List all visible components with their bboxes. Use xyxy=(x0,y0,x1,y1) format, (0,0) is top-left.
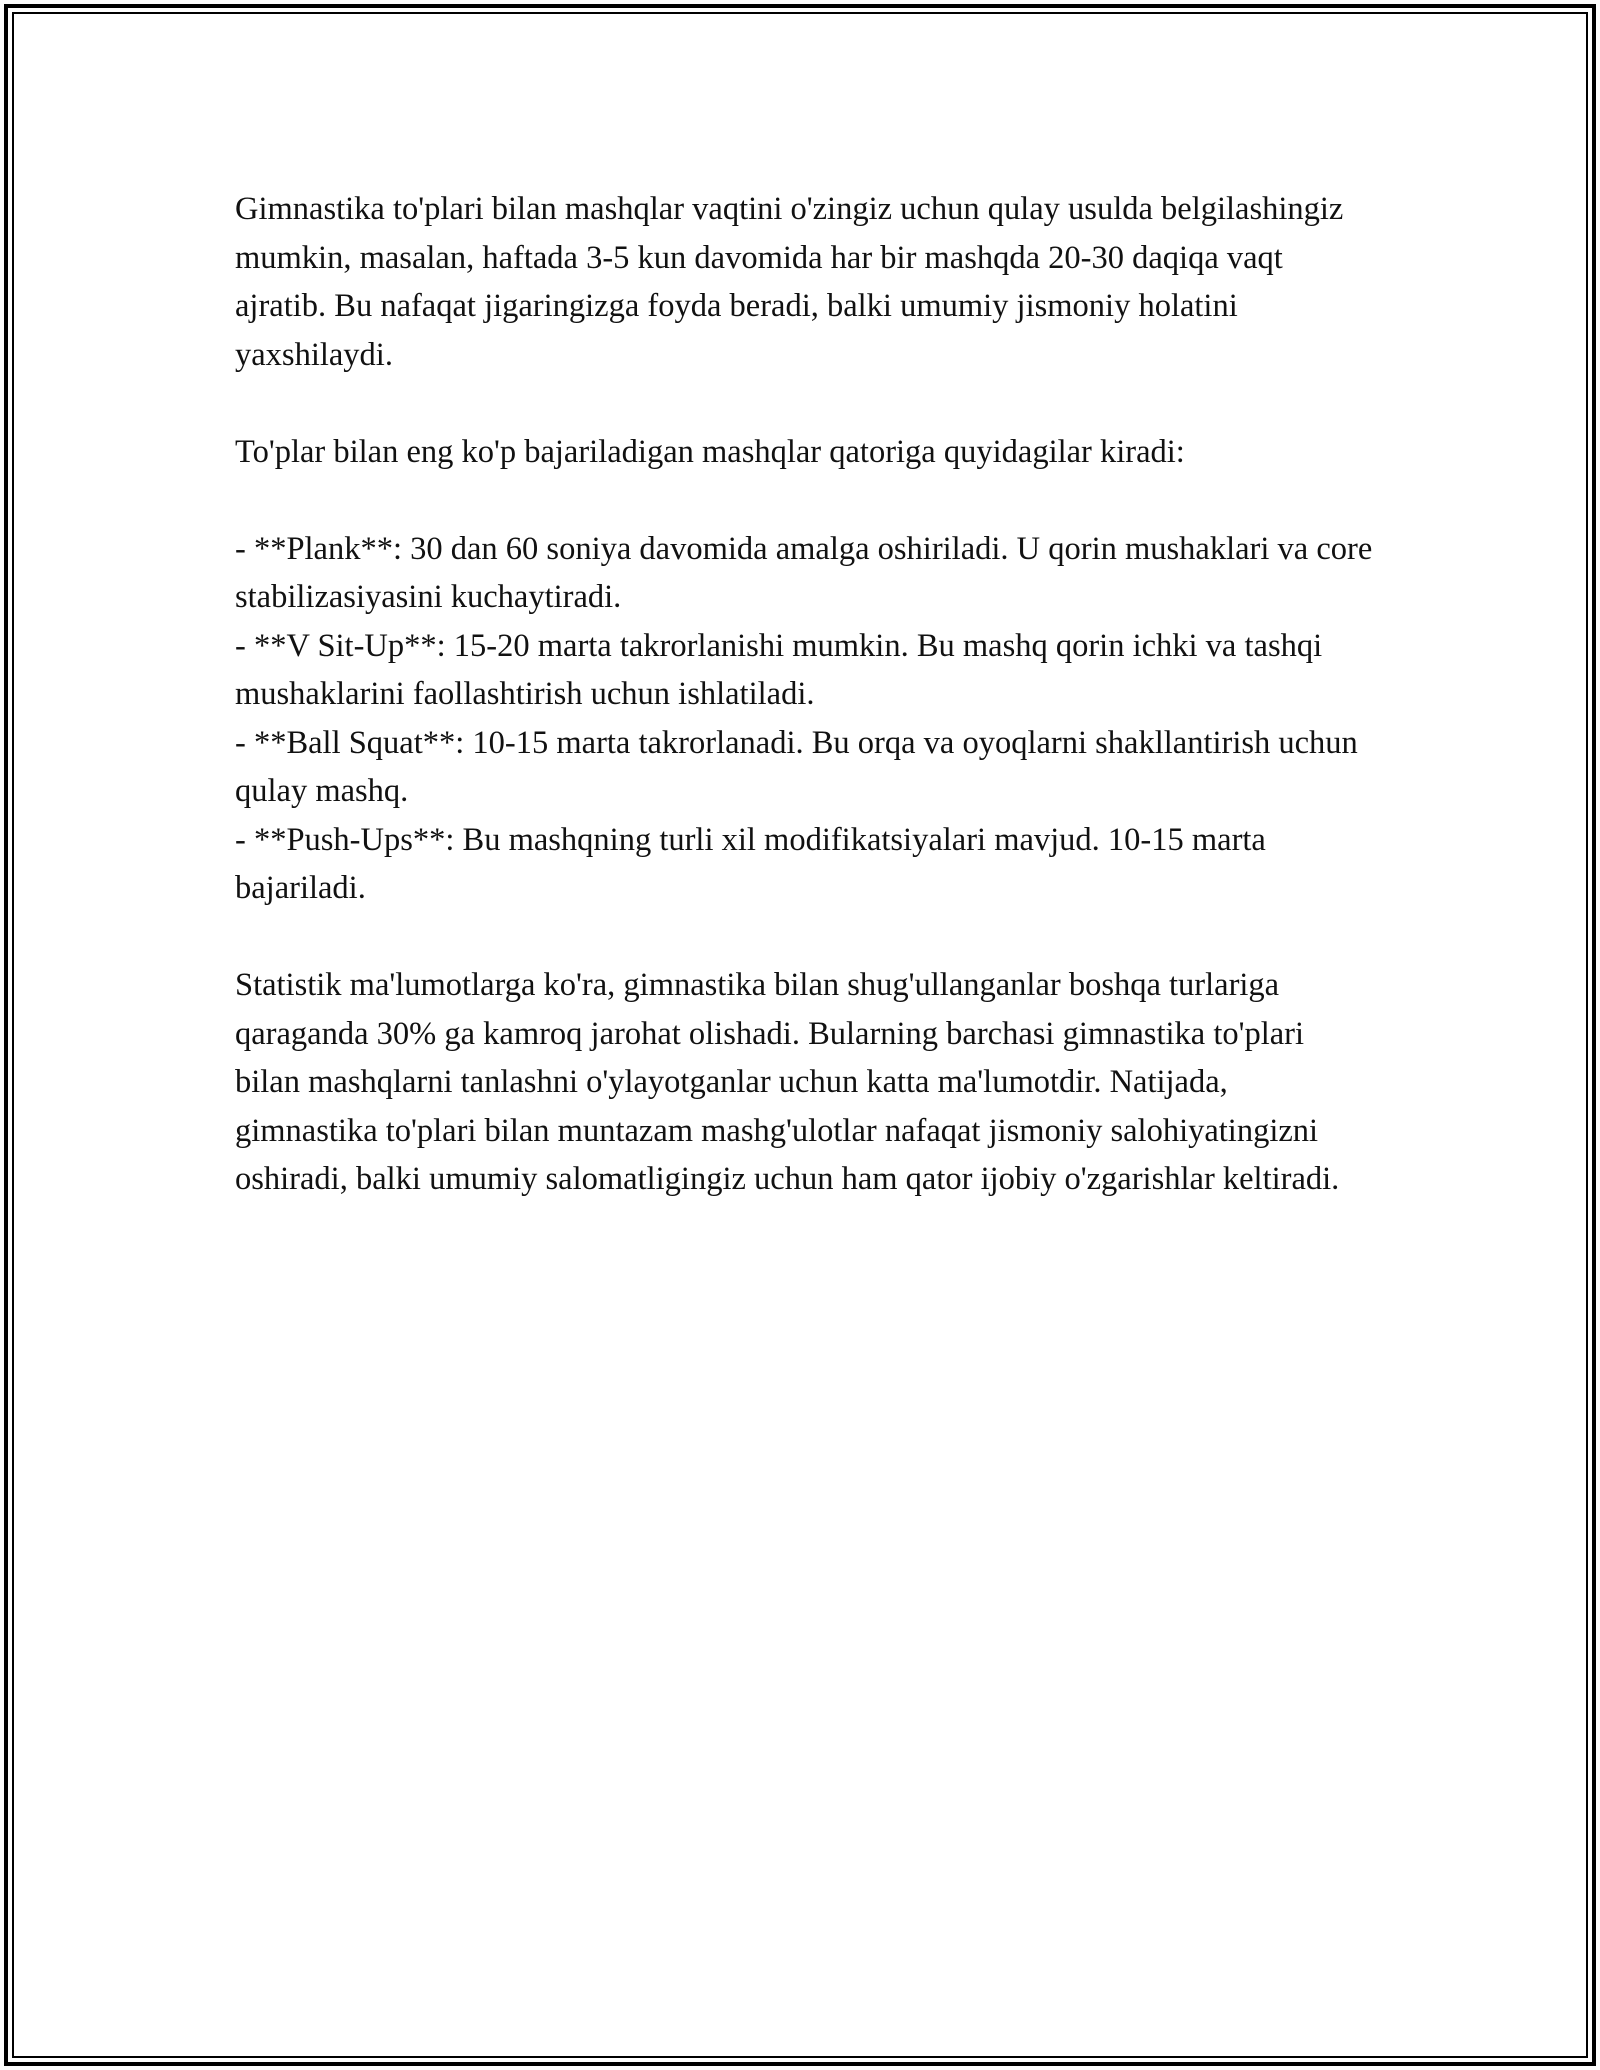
list-item-v-sit-up: - **V Sit-Up**: 15-20 marta takrorlanishi mumkin. Bu mashq qorin ichki va tashqi mushaklarini faollashtirish uchun ishlatiladi. xyxy=(235,627,1323,712)
exercise-list-intro: To'plar bilan eng ko'p bajariladigan mashqlar qatoriga quyidagilar kiradi: xyxy=(235,433,1185,470)
document-body xyxy=(235,185,1375,1252)
exercise-list xyxy=(235,525,1375,913)
intro-paragraph: Gimnastika to'plari bilan mashqlar vaqtini o'zingiz uchun qulay usulda belgilashingiz mumkin, masalan, haftada 3-5 kun davomida har bir mashqda 20-30 daqiqa vaqt ajratib. Bu nafaqat jigaringizga foyda beradi, balki umumiy jismoniy holatini yaxshilaydi. xyxy=(235,191,1352,373)
statistics-paragraph: Statistik ma'lumotlarga ko'ra, gimnastika bilan shug'ullanganlar boshqa turlariga qaraganda 30% ga kamroq jarohat olishadi. Bularning barchasi gimnastika to'plari bilan mashqlarni tanlashni o'ylayotganlar uchun katta ma'lumotdir. Natijada, gimnastika to'plari bilan muntazam mashg'ulotlar nafaqat jismoniy salohiyatingizni oshiradi, balki umumiy salomatligingiz uchun ham qator ijobiy o'zgarishlar keltiradi. xyxy=(235,967,1340,1197)
list-item-push-ups: - **Push-Ups**: Bu mashqning turli xil modifikatsiyalari mavjud. 10-15 marta bajariladi. xyxy=(235,821,1266,906)
list-item-plank: - **Plank**: 30 dan 60 soniya davomida amalga oshiriladi. U qorin mushaklari va core stabilizasiyasini kuchaytiradi. xyxy=(235,530,1373,615)
list-item-ball-squat: - **Ball Squat**: 10-15 marta takrorlanadi. Bu orqa va oyoqlarni shakllantirish uchun qulay mashq. xyxy=(235,724,1358,809)
